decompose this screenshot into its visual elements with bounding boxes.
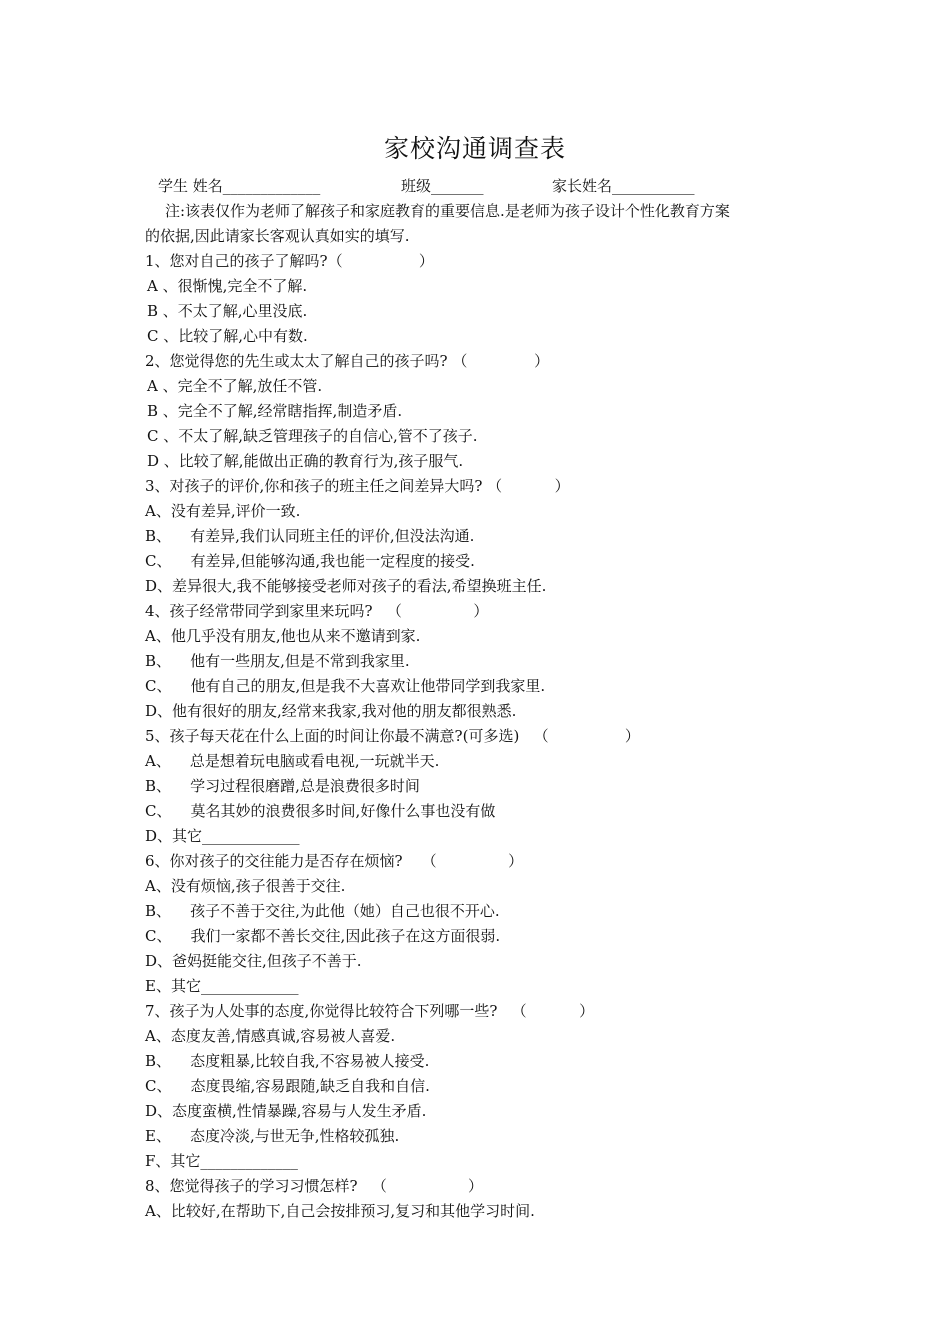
option-line: B、 态度粗暴,比较自我,不容易被人接受. xyxy=(145,1052,430,1070)
student-name-field: 学生 姓名_____________ xyxy=(158,177,321,195)
option-line: A、 总是想着玩电脑或看电视,一玩就半天. xyxy=(145,752,440,770)
option-line: C、 态度畏缩,容易跟随,缺乏自我和自信. xyxy=(145,1077,430,1095)
class-field: 班级_______ xyxy=(401,177,484,195)
option-line: A、比较好,在帮助下,自己会按排预习,复习和其他学习时间. xyxy=(145,1202,535,1220)
option-line: A、没有差异,评价一致. xyxy=(145,502,301,520)
question-5: 5、孩子每天花在什么上面的时间让你最不满意?(可多选) （ ） xyxy=(145,727,640,745)
option-line: D、他有很好的朋友,经常来我家,我对他的朋友都很熟悉. xyxy=(145,702,517,720)
option-line: E、 态度冷淡,与世无争,性格较孤独. xyxy=(145,1127,400,1145)
option-line: D、其它_____________ xyxy=(145,827,300,845)
option-line: F、其它_____________ xyxy=(145,1152,298,1170)
option-line: A、态度友善,情感真诚,容易被人喜爱. xyxy=(145,1027,396,1045)
option-line: B、 学习过程很磨蹭,总是浪费很多时间 xyxy=(145,777,420,795)
option-line: C、 莫名其妙的浪费很多时间,好像什么事也没有做 xyxy=(145,802,496,820)
option-line: A 、很惭愧,完全不了解. xyxy=(147,277,308,295)
question-7: 7、孩子为人处事的态度,你觉得比较符合下列哪一些? （ ） xyxy=(145,1002,595,1020)
option-line: C、 有差异,但能够沟通,我也能一定程度的接受. xyxy=(145,552,475,570)
parent-name-field: 家长姓名___________ xyxy=(552,177,695,195)
page-title: 家校沟通调查表 xyxy=(383,134,566,163)
option-line: E、其它_____________ xyxy=(145,977,299,995)
option-line: B 、不太了解,心里没底. xyxy=(147,302,308,320)
option-line: C 、不太了解,缺乏管理孩子的自信心,管不了孩子. xyxy=(147,427,478,445)
option-line: D、爸妈挺能交往,但孩子不善于. xyxy=(145,952,362,970)
option-line: D、差异很大,我不能够接受老师对孩子的看法,希望换班主任. xyxy=(145,577,547,595)
option-line: A 、完全不了解,放任不管. xyxy=(147,377,323,395)
question-6: 6、你对孩子的交往能力是否存在烦恼? （ ） xyxy=(145,852,524,870)
option-line: D、态度蛮横,性情暴躁,容易与人发生矛盾. xyxy=(145,1102,427,1120)
note-line: 的依据,因此请家长客观认真如实的填写. xyxy=(145,227,410,245)
question-8: 8、您觉得孩子的学习习惯怎样? （ ） xyxy=(145,1177,483,1195)
question-3: 3、对孩子的评价,你和孩子的班主任之间差异大吗? （ ） xyxy=(145,477,570,495)
option-line: A、没有烦恼,孩子很善于交往. xyxy=(145,877,346,895)
option-line: B、 孩子不善于交往,为此他（她）自己也很不开心. xyxy=(145,902,500,920)
question-2: 2、您觉得您的先生或太太了解自己的孩子吗? （ ） xyxy=(145,352,550,370)
option-line: D 、比较了解,能做出正确的教育行为,孩子服气. xyxy=(147,452,464,470)
option-line: B、 有差异,我们认同班主任的评价,但没法沟通. xyxy=(145,527,475,545)
option-line: B 、完全不了解,经常瞎指挥,制造矛盾. xyxy=(147,402,403,420)
question-1: 1、您对自己的孩子了解吗?（ ） xyxy=(145,252,434,270)
option-line: C、 我们一家都不善长交往,因此孩子在这方面很弱. xyxy=(145,927,501,945)
option-line: C、 他有自己的朋友,但是我不大喜欢让他带同学到我家里. xyxy=(145,677,546,695)
note-line: 注:该表仅作为老师了解孩子和家庭教育的重要信息.是老师为孩子设计个性化教育方案 xyxy=(165,202,730,220)
question-4: 4、孩子经常带同学到家里来玩吗? （ ） xyxy=(145,602,489,620)
option-line: C 、比较了解,心中有数. xyxy=(147,327,308,345)
option-line: B、 他有一些朋友,但是不常到我家里. xyxy=(145,652,410,670)
option-line: A、他几乎没有朋友,他也从来不邀请到家. xyxy=(145,627,421,645)
